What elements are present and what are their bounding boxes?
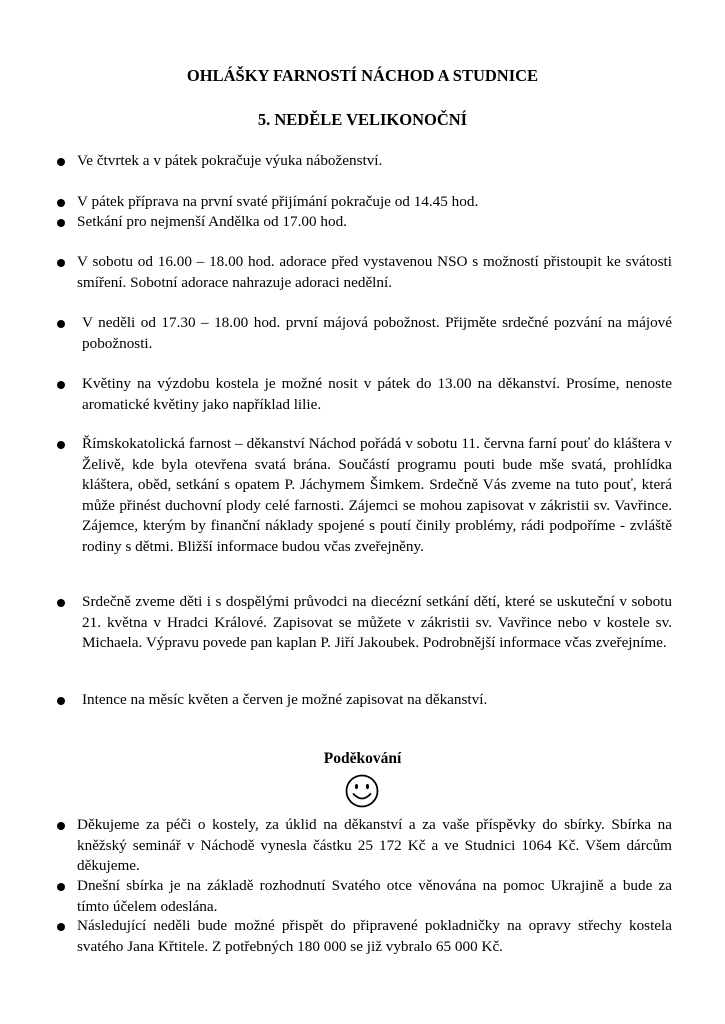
bullet-icon xyxy=(57,822,65,830)
document-subtitle: 5. NEDĚLE VELIKONOČNÍ xyxy=(257,110,468,129)
announcement-text: Ve čtvrtek a v pátek pokračuje výuka náboženství. xyxy=(77,152,383,169)
announcement-text: V neděli od 17.30 – 18.00 hod. první májová pobožnost. Přijměte srdečné pozvání na májové pobožnosti. xyxy=(82,314,672,352)
bullet-icon xyxy=(57,259,65,267)
announcement-text: Intence na měsíc květen a červen je možné zapisovat na děkanství. xyxy=(82,691,488,708)
bullet-icon xyxy=(57,599,65,607)
bullet-icon xyxy=(57,923,65,931)
announcement-text: Setkání pro nejmenší Andělka od 17.00 hod. xyxy=(77,213,347,230)
announcement-text: V pátek příprava na první svaté přijímání pokračuje od 14.45 hod. xyxy=(77,193,479,210)
announcement-text: Srdečně zveme děti i s dospělými průvodci na diecézní setkání dětí, které se uskuteční v sobotu 21. května v Hradci Králové. Zapisovat se můžete v zákristii sv. Vavřince nebo v kostele sv. Michaela. Výpravu povede pan kaplan P. Jiří Jakoubek. Podrobnější informace včas zveřejníme. xyxy=(82,593,672,651)
bullet-icon xyxy=(57,441,65,449)
thanks-heading: Poděkování xyxy=(323,750,402,767)
document-title: OHLÁŠKY FARNOSTÍ NÁCHOD A STUDNICE xyxy=(186,66,539,85)
smiley-icon xyxy=(344,773,380,809)
bullet-icon xyxy=(57,381,65,389)
announcement-text: Květiny na výzdobu kostela je možné nosit v pátek do 13.00 na děkanství. Prosíme, nenoste aromatické květiny jako například lilie. xyxy=(82,375,672,413)
thanks-text: Následující neděli bude možné přispět do připravené pokladničky na opravy střechy kostela svatého Jana Křtitele. Z potřebných 180 000 se již vybralo 65 000 Kč. xyxy=(77,917,672,955)
announcement-text: Římskokatolická farnost – děkanství Náchod pořádá v sobotu 11. června farní pouť do kláštera v Želivě, kde byla otevřena svatá brána. Součástí programu pouti bude mše svatá, prohlídka kláštera, oběd, setkání s opatem P. Jáchymem Šimkem. Srdečně Vás zveme na tuto pouť, která může přinést duchovní plody celé farnosti. Zájemci se mohou zapisovat v zákristii sv. Vavřince. Zájemce, kterým by finanční náklady spojené s poutí činily problémy, rádi podpoříme - zvláště rodiny s dětmi. Bližší informace budou včas zveřejněny. xyxy=(82,435,672,555)
bullet-icon xyxy=(57,199,65,207)
bullet-icon xyxy=(57,320,65,328)
announcement-text: V sobotu od 16.00 – 18.00 hod. adorace před vystavenou NSO s možností přistoupit ke svátosti smíření. Sobotní adorace nahrazuje adoraci nedělní. xyxy=(77,253,672,291)
thanks-text: Dnešní sbírka je na základě rozhodnutí Svatého otce věnována na pomoc Ukrajině a bude za tímto účelem odeslána. xyxy=(77,877,672,915)
bullet-icon xyxy=(57,883,65,891)
thanks-text: Děkujeme za péči o kostely, za úklid na děkanství a za vaše příspěvky do sbírky. Sbírka na kněžský seminář v Náchodě vynesla částku 25 172 Kč a ve Studnici 1064 Kč. Všem dárcům děkujeme. xyxy=(77,816,672,874)
bullet-icon xyxy=(57,697,65,705)
bullet-icon xyxy=(57,219,65,227)
bullet-icon xyxy=(57,158,65,166)
